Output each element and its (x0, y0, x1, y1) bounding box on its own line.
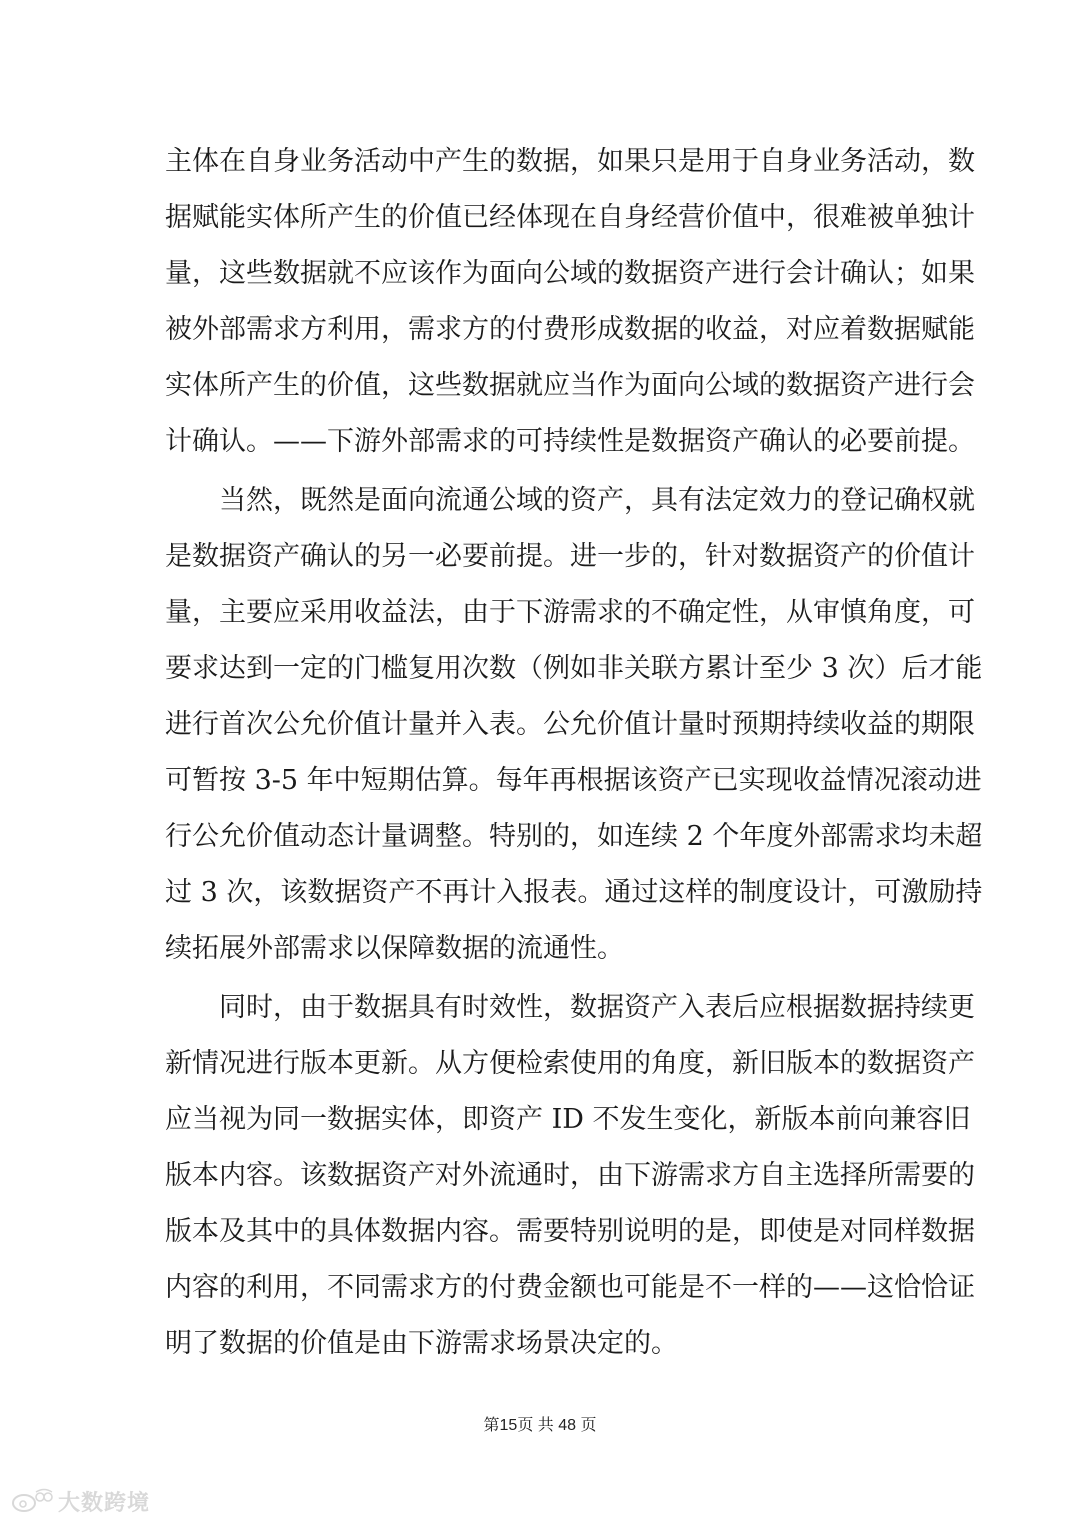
text-line: 据赋能实体所产生的价值已经体现在自身经营价值中，很难被单独计 (165, 202, 975, 233)
text-line: 行公允价值动态计量调整。特别的，如连续 2 个年度外部需求均未超 (165, 821, 983, 852)
text-line: 进行首次公允价值计量并入表。公允价值计量时预期持续收益的期限 (165, 709, 975, 740)
text-line: 新情况进行版本更新。从方便检索使用的角度，新旧版本的数据资产 (165, 1048, 975, 1079)
weibo-style-logo-icon (10, 1487, 54, 1515)
text-line: 应当视为同一数据实体，即资产 ID 不发生变化，新版本前向兼容旧 (165, 1104, 971, 1135)
watermark (10, 1486, 150, 1516)
text-line: 量，主要应采用收益法，由于下游需求的不确定性，从审慎角度，可 (165, 597, 975, 628)
text-line: 是数据资产确认的另一必要前提。进一步的，针对数据资产的价值计 (165, 541, 975, 572)
text-line: 版本内容。该数据资产对外流通时，由下游需求方自主选择所需要的 (165, 1160, 975, 1191)
text-line: 要求达到一定的门槛复用次数（例如非关联方累计至少 3 次）后才能 (165, 653, 983, 684)
text-line: 量，这些数据就不应该作为面向公域的数据资产进行会计确认；如果 (165, 258, 975, 289)
text-line: 明了数据的价值是由下游需求场景决定的。 (165, 1328, 678, 1359)
text-line: 过 3 次，该数据资产不再计入报表。通过这样的制度设计，可激励持 (165, 877, 983, 908)
text-line: 被外部需求方利用，需求方的付费形成数据的收益，对应着数据赋能 (165, 314, 975, 345)
watermark-text: 大数跨境 (58, 1490, 151, 1516)
text-line: 同时，由于数据具有时效性，数据资产入表后应根据数据持续更 (219, 992, 975, 1023)
text-line: 当然，既然是面向流通公域的资产，具有法定效力的登记确权就 (219, 485, 975, 516)
page-number: 第15页 共 48 页 (483, 1417, 597, 1434)
text-line: 续拓展外部需求以保障数据的流通性。 (165, 933, 624, 964)
text-line: 可暂按 3-5 年中短期估算。每年再根据该资产已实现收益情况滚动进 (165, 765, 982, 796)
text-line: 内容的利用，不同需求方的付费金额也可能是不一样的——这恰恰证 (165, 1272, 975, 1303)
text-line: 版本及其中的具体数据内容。需要特别说明的是，即使是对同样数据 (165, 1216, 975, 1247)
text-line: 实体所产生的价值，这些数据就应当作为面向公域的数据资产进行会 (165, 370, 975, 401)
text-line: 主体在自身业务活动中产生的数据，如果只是用于自身业务活动，数 (165, 146, 975, 177)
text-line: 计确认。——下游外部需求的可持续性是数据资产确认的必要前提。 (165, 426, 975, 457)
